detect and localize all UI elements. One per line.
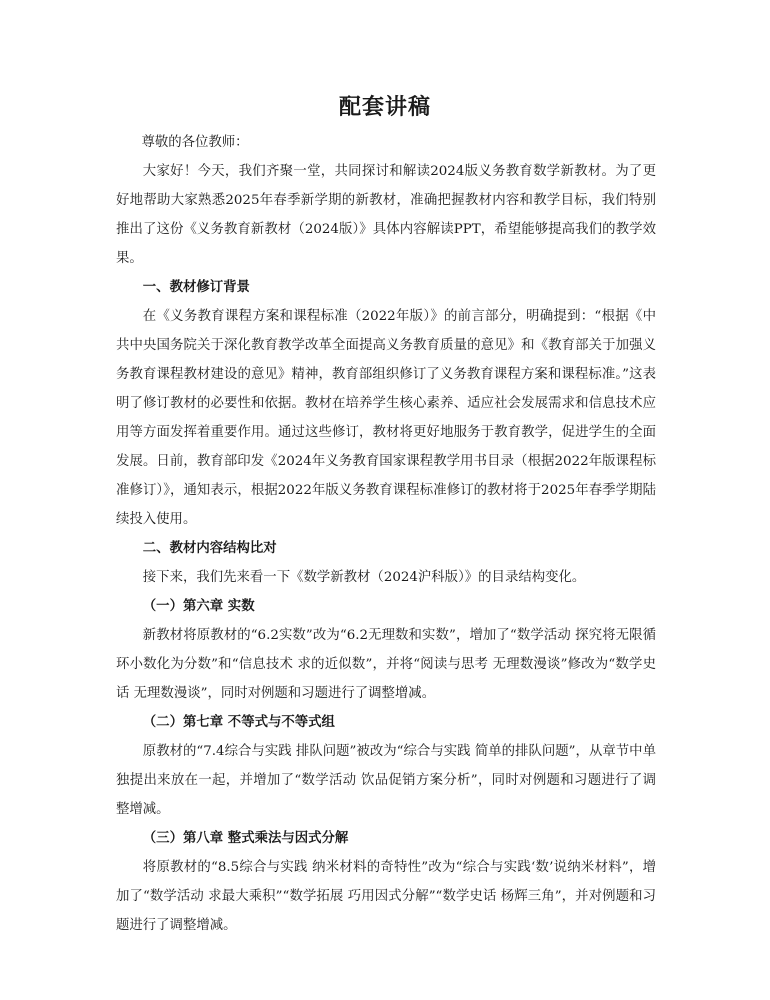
section-paragraph-structure: 接下来，我们先来看一下《数学新教材（2024沪科版）》的目录结构变化。 — [142, 570, 586, 585]
section-paragraph-background: 在《义务教育课程方案和课程标准（2022年版）》的前言部分，明确提到：“根据《中共中央国务院关于深化教育教学改革全面提高义务教育质量的意见》和《教育部关于加强义务教育课程教材建设的意见》精神，教育部组织修订了义务教育课程方案和课程标准。”这表明了修订教材的必要性和依据。教材在培养学生核心素养、适应社会发展需求和信息技术应用等方面发挥着重要作用。通过这些修订，教材将更好地服务于教育教学，促进学生的全面发展。日前，教育部印发《2024年义务教育国家课程教学用书目录（根据2022年版课程标准修订）》，通知表示，根据2022年版义务教育课程标准修订的教材将于2025年春季学期陆续投入使用。 — [116, 309, 656, 527]
document-body — [116, 128, 656, 940]
chapter-paragraph-8: 将原教材的“8.5综合与实践 纳米材料的奇特性”改为“综合与实践‘数’说纳米材料”，增加了“数学活动 求最大乘积”“数学拓展 巧用因式分解”“数学史话 杨辉三角”，并对例题和习题进行了调整增减。 — [116, 860, 656, 933]
section-heading-structure: 二、教材内容结构比对 — [142, 540, 277, 556]
chapter-paragraph-7: 原教材的“7.4综合与实践 排队问题”被改为“综合与实践 简单的排队问题”，从章节中单独提出来放在一起，并增加了“数学活动 饮品促销方案分析”，同时对例题和习题进行了调整增减。 — [116, 744, 656, 817]
chapter-heading-7: （二）第七章 不等式与不等式组 — [142, 714, 335, 730]
section-heading-background: 一、教材修订背景 — [142, 279, 250, 295]
chapter-heading-8: （三）第八章 整式乘法与因式分解 — [142, 830, 349, 846]
chapter-paragraph-6: 新教材将原教材的“6.2实数”改为“6.2无理数和实数”，增加了“数学活动 探究将无限循环小数化为分数”和“信息技术 求的近似数”，并将“阅读与思考 无理数漫谈”修改为“数学史话 无理数漫谈”，同时对例题和习题进行了调整增减。 — [116, 628, 656, 701]
chapter-heading-6: （一）第六章 实数 — [142, 598, 255, 614]
page-title: 配套讲稿 — [338, 94, 431, 120]
intro-paragraph: 大家好！今天，我们齐聚一堂，共同探讨和解读2024版义务教育数学新教材。为了更好地帮助大家熟悉2025年春季新学期的新教材，准确把握教材内容和教学目标，我们特别推出了这份《义务教育新教材（2024版）》具体内容解读PPT，希望能够提高我们的教学效果。 — [116, 164, 656, 266]
salutation: 尊敬的各位教师： — [141, 135, 249, 150]
